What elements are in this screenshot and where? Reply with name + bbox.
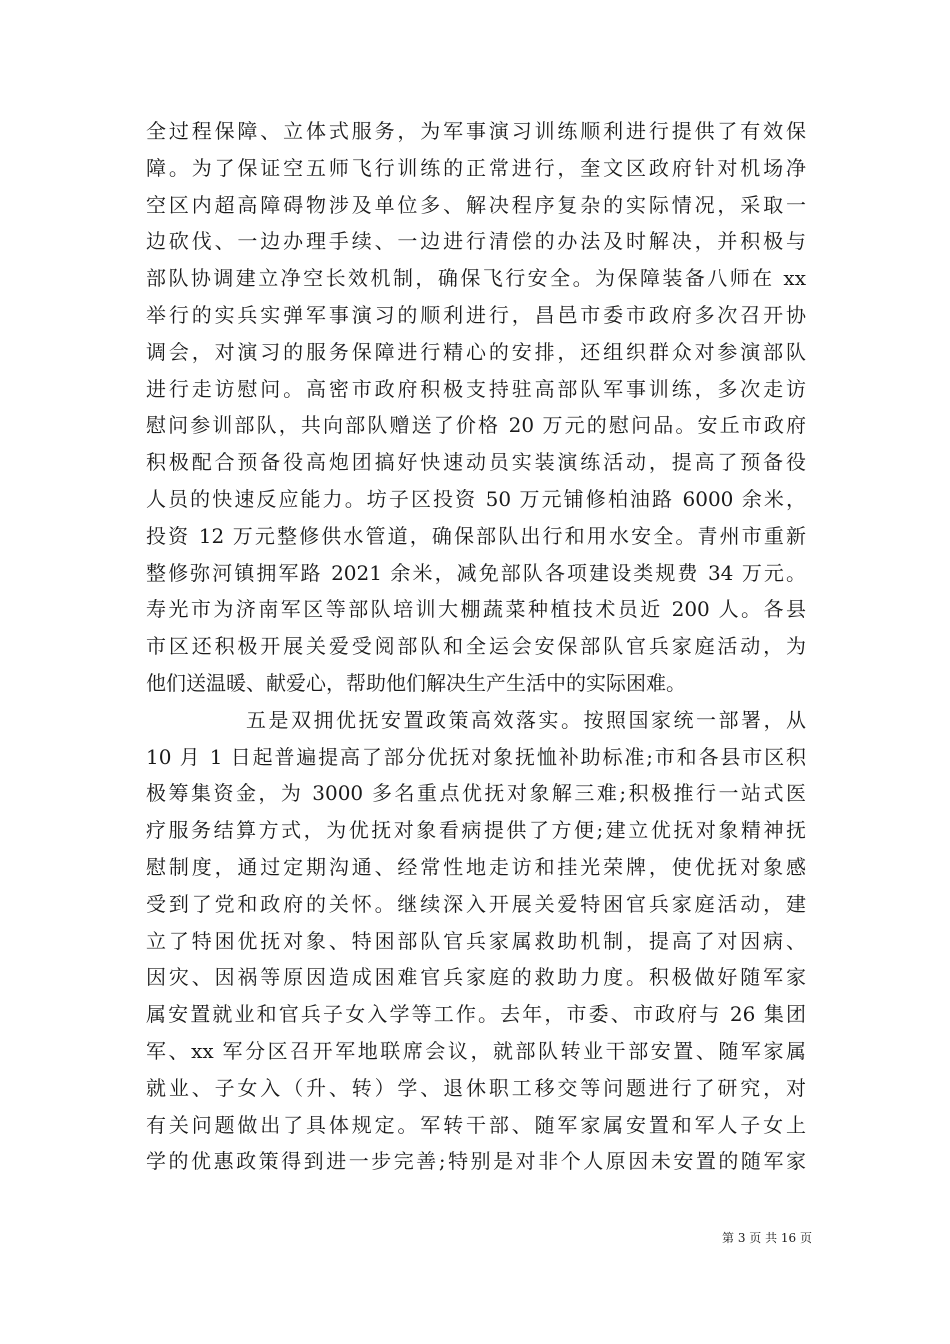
text-line: 调会，对演习的服务保障进行精心的安排，还组织群众对参演部队 (146, 339, 806, 364)
text-line: 学的优惠政策得到进一步完善;特别是对非个人原因未安置的随军家 (146, 1149, 806, 1174)
text-line: 因灾、因祸等原因造成困难官兵家庭的救助力度。积极做好随军家 (146, 965, 806, 990)
text-line: 慰制度，通过定期沟通、经常性地走访和挂光荣牌，使优抚对象感 (146, 854, 806, 879)
text-line: 10 月 1 日起普遍提高了部分优抚对象抚恤补助标准;市和各县市区积 (146, 744, 806, 769)
paragraph-2 (146, 702, 806, 1180)
text-line: 整修弥河镇拥军路 2021 余米，减免部队各项建设类规费 34 万元。 (146, 560, 806, 585)
text-line: 属安置就业和官兵子女入学等工作。去年，市委、市政府与 26 集团 (146, 1002, 806, 1027)
text-line: 举行的实兵实弹军事演习的顺利进行，昌邑市委市政府多次召开协 (146, 302, 806, 327)
document-body (146, 113, 806, 1180)
text-line: 人员的快速反应能力。坊子区投资 50 万元铺修柏油路 6000 余米， (146, 486, 806, 511)
text-line: 立了特困优抚对象、特困部队官兵家属救助机制，提高了对因病、 (146, 928, 806, 953)
text-line: 就业、子女入（升、转）学、退休职工移交等问题进行了研究，对 (146, 1075, 806, 1100)
text-line: 疗服务结算方式，为优抚对象看病提供了方便;建立优抚对象精神抚 (146, 818, 806, 843)
text-line: 积极配合预备役高炮团搞好快速动员实装演练活动，提高了预备役 (146, 450, 806, 475)
text-line: 有关问题做出了具体规定。军转干部、随军家属安置和军人子女上 (146, 1112, 806, 1137)
text-line: 慰问参训部队，共向部队赠送了价格 20 万元的慰问品。安丘市政府 (146, 413, 806, 438)
text-line: 五是双拥优抚安置政策高效落实。按照国家统一部署，从 (246, 707, 806, 732)
text-line: 他们送温暖、献爱心，帮助他们解决生产生活中的实际困难。 (146, 670, 686, 695)
text-line: 障。为了保证空五师飞行训练的正常进行，奎文区政府针对机场净 (146, 155, 806, 180)
text-line: 空区内超高障碍物涉及单位多、解决程序复杂的实际情况，采取一 (146, 192, 806, 217)
page-number-footer: 第 3 页 共 16 页 (722, 1231, 812, 1245)
text-line: 投资 12 万元整修供水管道，确保部队出行和用水安全。青州市重新 (146, 523, 806, 548)
text-line: 寿光市为济南军区等部队培训大棚蔬菜种植技术员近 200 人。各县 (146, 597, 806, 622)
text-line: 进行走访慰问。高密市政府积极支持驻高部队军事训练，多次走访 (146, 376, 806, 401)
text-line: 部队协调建立净空长效机制，确保飞行安全。为保障装备八师在 xx (146, 266, 806, 291)
text-line: 市区还积极开展关爱受阅部队和全运会安保部队官兵家庭活动，为 (146, 634, 806, 659)
paragraph-1 (146, 113, 806, 702)
text-line: 边砍伐、一边办理手续、一边进行清偿的办法及时解决，并积极与 (146, 229, 806, 254)
text-line: 全过程保障、立体式服务，为军事演习训练顺利进行提供了有效保 (146, 119, 806, 143)
text-line: 受到了党和政府的关怀。继续深入开展关爱特困官兵家庭活动，建 (146, 891, 806, 916)
text-line: 军、xx 军分区召开军地联席会议，就部队转业干部安置、随军家属 (146, 1038, 806, 1063)
text-line: 极筹集资金，为 3000 多名重点优抚对象解三难;积极推行一站式医 (146, 781, 806, 806)
